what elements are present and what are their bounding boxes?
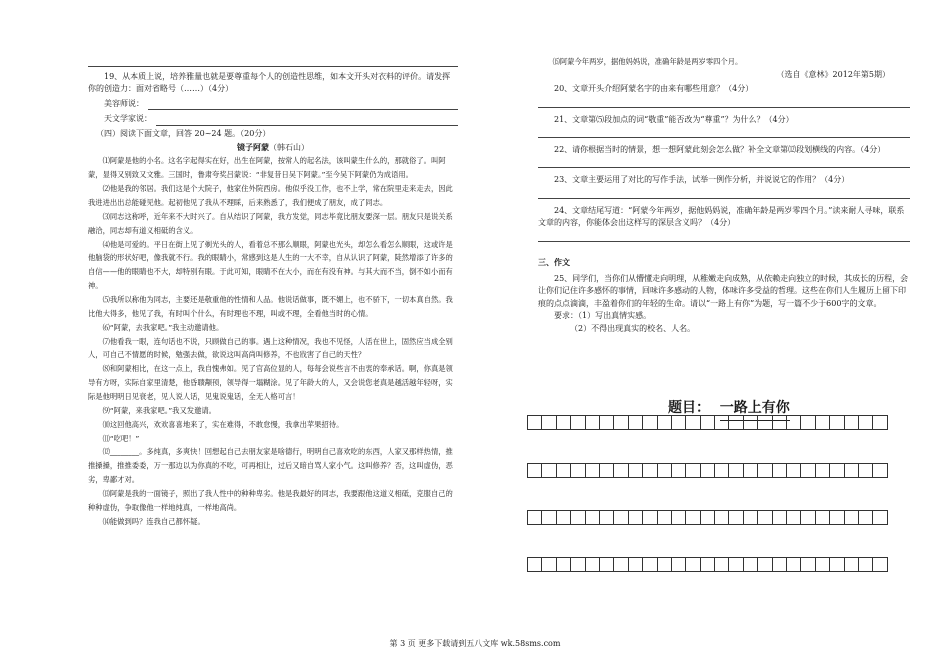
grid-cell[interactable] <box>642 510 657 525</box>
grid-cell[interactable] <box>585 415 600 430</box>
q24-answer-line[interactable] <box>538 241 910 242</box>
grid-cell[interactable] <box>714 415 729 430</box>
grid-cell[interactable] <box>829 415 844 430</box>
requirement-1: 要求：（1）写出真情实感。 <box>554 311 652 321</box>
question-24: 24、文章结尾写道：“阿蒙今年两岁，据他妈妈说，准确年龄是两岁零四个月。”读来耐人寻味，联系文章的内容，你能体会出这样写的深层含义吗？（4分） <box>538 205 905 228</box>
grid-cell[interactable] <box>815 463 830 478</box>
grid-cell[interactable] <box>714 557 729 572</box>
q20-answer-line[interactable] <box>538 107 910 108</box>
grid-row <box>527 557 887 572</box>
grid-cell[interactable] <box>685 510 700 525</box>
article-paragraph: ⑺他看我一眼，连句话也不说，只顾做自己的事。遇上这种情况，我也不见怪，人活在世上，固然应当成全别人，可自己不情愿的时候，勉强去做，欲说这叫高尚叫修养，不也戕害了自己的天性？ <box>88 336 453 360</box>
question-19: 19、从本质上说，培养雅量也就是要尊重每个人的创造性思维，如本文开头对衣料的评价。请发挥你的创造力：面对省略号（……）（4分） <box>88 72 451 94</box>
grid-cell[interactable] <box>657 463 672 478</box>
article-body <box>88 154 458 528</box>
grid-cell[interactable] <box>556 415 571 430</box>
grid-cell[interactable] <box>858 557 873 572</box>
grid-cell[interactable] <box>541 463 556 478</box>
grid-cell[interactable] <box>743 415 758 430</box>
q21-answer-line[interactable] <box>538 137 910 138</box>
grid-cell[interactable] <box>728 557 743 572</box>
grid-cell[interactable] <box>714 463 729 478</box>
grid-cell[interactable] <box>541 415 556 430</box>
grid-cell[interactable] <box>527 557 542 572</box>
grid-cell[interactable] <box>628 557 643 572</box>
article-author: （韩石山） <box>269 142 309 152</box>
grid-cell[interactable] <box>527 463 542 478</box>
grid-cell[interactable] <box>728 510 743 525</box>
grid-cell[interactable] <box>613 510 628 525</box>
grid-cell[interactable] <box>786 510 801 525</box>
meirong-answer-row <box>88 98 458 110</box>
tianwen-label: 天文学家说： <box>104 114 152 124</box>
grid-cell[interactable] <box>613 557 628 572</box>
grid-cell[interactable] <box>671 463 686 478</box>
grid-cell[interactable] <box>800 557 815 572</box>
article-paragraph: ⑹“阿蒙，去我家吧。”我主动邀请他。 <box>102 322 224 332</box>
article-paragraph: ⑵他是我的邻居。我们这是个大院子，他家住外院西房。他似乎没工作，也不上学，常在院里走来走去，因此我进进出出总能碰见他。起初他见了我从不理睬，后来熟悉了，我们便成了朋友，成了同志。 <box>88 184 453 207</box>
grid-cell[interactable] <box>858 415 873 430</box>
grid-cell[interactable] <box>786 415 801 430</box>
grid-cell[interactable] <box>815 415 830 430</box>
grid-cell[interactable] <box>700 415 715 430</box>
grid-cell[interactable] <box>815 557 830 572</box>
grid-cell[interactable] <box>743 557 758 572</box>
grid-cell[interactable] <box>772 557 787 572</box>
grid-cell[interactable] <box>657 557 672 572</box>
grid-cell[interactable] <box>872 510 887 525</box>
grid-cell[interactable] <box>743 510 758 525</box>
article-paragraph: ⑿________。多纯真，多爽快！回想起自己去朋友家是啥德行，明明自己喜欢吃的东西，人家又那样热情，推推搡搡，推推委委，万一那边以为你真的不吃，可再相让，过后又暗自骂人家小气。这叫修养？否，这叫虚伪，恶劣，卑鄙才对。 <box>88 447 453 485</box>
grid-cell[interactable] <box>714 510 729 525</box>
requirement-2: （2）不得出现真实的校名、人名。 <box>570 323 696 333</box>
grid-cell[interactable] <box>570 463 585 478</box>
grid-cell[interactable] <box>829 510 844 525</box>
tianwen-answer-row <box>88 113 458 125</box>
grid-cell[interactable] <box>613 415 628 430</box>
grid-cell[interactable] <box>613 463 628 478</box>
article-title-line <box>88 141 458 154</box>
question-25: 25、同学们，当你们从懵懂走向明理，从稚嫩走向成熟，从依赖走向独立的时候，其成长的历程，会让你们记住许多感怀的事情，回味许多感动的人物，体味许多受益的哲理。这些在你们人生履历上留下印痕的点点滴滴，丰盈着你们的年轻的生命。请以“一路上有你”为题，写一篇不少于600字的文章。 <box>538 273 909 308</box>
grid-row <box>527 415 887 430</box>
grid-cell[interactable] <box>772 463 787 478</box>
essay-title-label: 题目： <box>668 400 710 416</box>
grid-row <box>527 463 887 478</box>
grid-cell[interactable] <box>628 415 643 430</box>
grid-cell[interactable] <box>541 510 556 525</box>
grid-cell[interactable] <box>685 463 700 478</box>
article-paragraph: ⑴阿蒙是他的小名。这名字起得实在好，出生在阿蒙，按常人的起名法，该叫蒙生什么的，那就俗了。叫阿蒙，显得又别致又文雅。三国时，鲁肃夸奖吕蒙说：“非复昔日吴下阿蒙。”至今吴下阿蒙仍为成语用。 <box>88 156 446 180</box>
grid-cell[interactable] <box>685 415 700 430</box>
grid-cell[interactable] <box>872 463 887 478</box>
article-title: 镜子阿蒙 <box>237 141 269 152</box>
left-column <box>88 0 458 529</box>
question-21: 21、文章第⑸段加点的词“敬重”能否改为“尊重”？为什么？（4分） <box>554 114 794 124</box>
grid-cell[interactable] <box>585 463 600 478</box>
grid-cell[interactable] <box>556 510 571 525</box>
grid-cell[interactable] <box>685 557 700 572</box>
meirong-label: 美容师说： <box>104 98 144 108</box>
grid-cell[interactable] <box>858 463 873 478</box>
article-paragraph: ⑷他是可爱的。平日在街上见了剃光头的人，看着总不那么顺眼，阿蒙也光头，却怎么看怎么顺眼，这或许是他脑袋的形状好吧，像我就不行。我的眼睛小，常感到这是人生的一大不幸，自从认识了阿蒙，陡然增添了许多的自信——他的眼睛也不大，却特别有眼。于此可知，眼睛不在大小，而在有没有神。与其大而不当，倒不如小而有神。 <box>88 239 453 291</box>
grid-row <box>527 510 887 525</box>
grid-cell[interactable] <box>657 510 672 525</box>
article-paragraph: ⒁能做到吗？连我自己都怀疑。 <box>102 516 205 526</box>
grid-cell[interactable] <box>527 415 542 430</box>
answer-line <box>88 66 458 67</box>
grid-cell[interactable] <box>700 510 715 525</box>
grid-cell[interactable] <box>844 463 859 478</box>
grid-cell[interactable] <box>786 463 801 478</box>
essay-title-text: 一路上有你 <box>720 398 790 421</box>
grid-cell[interactable] <box>728 415 743 430</box>
grid-cell[interactable] <box>800 510 815 525</box>
grid-cell[interactable] <box>628 510 643 525</box>
grid-cell[interactable] <box>728 463 743 478</box>
grid-cell[interactable] <box>786 557 801 572</box>
article-paragraph: ⑶同志这称呼，近年来不大时兴了。自从结识了阿蒙，我方发觉，同志毕竟比朋友要深一层。朋友只是说关系融洽，同志却有道义相砥的含义。 <box>88 211 453 235</box>
grid-cell[interactable] <box>599 510 614 525</box>
grid-cell[interactable] <box>829 463 844 478</box>
grid-cell[interactable] <box>628 463 643 478</box>
section-3-heading: 三、作文 <box>538 256 570 267</box>
article-paragraph: ⑻和阿蒙相比，在这一点上，我自愧弗如。见了官高位显的人，每每会说些言不由衷的奉承话。啊，你真是领导有方呀，实际自家里清楚，他昏聩颟顸，领导得一塌糊涂。见了年龄大的人，又会说您老真是越活越年轻呀，实际是他明明日见衰老，见人说人话，见鬼说鬼话，全无人格可言！ <box>88 364 453 401</box>
grid-cell[interactable] <box>570 510 585 525</box>
grid-cell[interactable] <box>772 415 787 430</box>
grid-cell[interactable] <box>585 557 600 572</box>
article-paragraph: ⑸我所以称他为同志，主要还是敬重他的性情和人品。他说话做事，既不媚上，也不骄下，一切本真自然。我比他大得多，他见了我，有时叫个什么，有时理也不理，叫或不理，全看他当时的心情。 <box>88 294 453 318</box>
grid-cell[interactable] <box>844 510 859 525</box>
article-paragraph: ⑽这回他高兴，欢欢喜喜地来了，实在难得，不敢怠慢，我拿出苹果招待。 <box>102 419 344 429</box>
grid-cell[interactable] <box>642 557 657 572</box>
grid-cell[interactable] <box>700 557 715 572</box>
question-22: 22、请你根据当时的情景，想一想阿蒙此刻会怎么做？补全文章第⑿段划横线的内容。（4分） <box>554 145 886 155</box>
grid-cell[interactable] <box>556 557 571 572</box>
article-source: （选自《意林》2012年第5期） <box>776 69 890 79</box>
grid-cell[interactable] <box>844 415 859 430</box>
grid-cell[interactable] <box>757 557 772 572</box>
tianwen-answer-line[interactable] <box>156 116 458 126</box>
article-paragraph: ⑾“吃吧！” <box>102 433 140 443</box>
grid-cell[interactable] <box>872 415 887 430</box>
grid-cell[interactable] <box>757 463 772 478</box>
grid-cell[interactable] <box>599 415 614 430</box>
grid-cell[interactable] <box>757 510 772 525</box>
paragraph-15: ⒂阿蒙今年两岁，据他妈妈说，准确年龄是两岁零四个月。 <box>552 57 743 66</box>
grid-cell[interactable] <box>872 557 887 572</box>
article-paragraph: ⒀阿蒙是我的一面镜子，照出了我人性中的种种卑劣。他是我最好的同志，我要跟他这道义相砥，克服自己的种种虚伪，争取像他一样地纯真，一样地高尚。 <box>88 488 453 512</box>
grid-cell[interactable] <box>671 557 686 572</box>
grid-cell[interactable] <box>527 510 542 525</box>
article-paragraph: ⑼“阿蒙，来我家吧。”我又发邀请。 <box>102 405 216 415</box>
grid-cell[interactable] <box>541 557 556 572</box>
grid-cell[interactable] <box>671 415 686 430</box>
q22-answer-line[interactable] <box>538 167 910 168</box>
grid-cell[interactable] <box>556 463 571 478</box>
grid-cell[interactable] <box>599 557 614 572</box>
grid-cell[interactable] <box>757 415 772 430</box>
grid-cell[interactable] <box>700 463 715 478</box>
grid-cell[interactable] <box>657 415 672 430</box>
grid-cell[interactable] <box>585 510 600 525</box>
question-20: 20、文章开头介绍阿蒙名字的由来有哪些用意？（4分） <box>554 84 754 94</box>
right-column <box>538 0 910 335</box>
grid-cell[interactable] <box>599 463 614 478</box>
page-footer: 第 3 页 更多下载请到五八文库 wk.58sms.com <box>389 639 561 648</box>
grid-cell[interactable] <box>743 463 758 478</box>
grid-cell[interactable] <box>858 510 873 525</box>
grid-cell[interactable] <box>829 557 844 572</box>
grid-cell[interactable] <box>570 415 585 430</box>
grid-cell[interactable] <box>642 415 657 430</box>
section-4-heading: （四）阅读下面文章，回答 20~24 题。（20分） <box>96 128 271 138</box>
question-23: 23、文章主要运用了对比的写作手法，试举一例作分析，并说说它的作用？（4分） <box>554 175 850 185</box>
grid-cell[interactable] <box>800 463 815 478</box>
grid-cell[interactable] <box>815 510 830 525</box>
grid-cell[interactable] <box>844 557 859 572</box>
grid-cell[interactable] <box>800 415 815 430</box>
q23-answer-line[interactable] <box>538 198 910 199</box>
grid-cell[interactable] <box>570 557 585 572</box>
meirong-answer-line[interactable] <box>148 100 458 110</box>
grid-cell[interactable] <box>642 463 657 478</box>
grid-cell[interactable] <box>671 510 686 525</box>
grid-cell[interactable] <box>772 510 787 525</box>
